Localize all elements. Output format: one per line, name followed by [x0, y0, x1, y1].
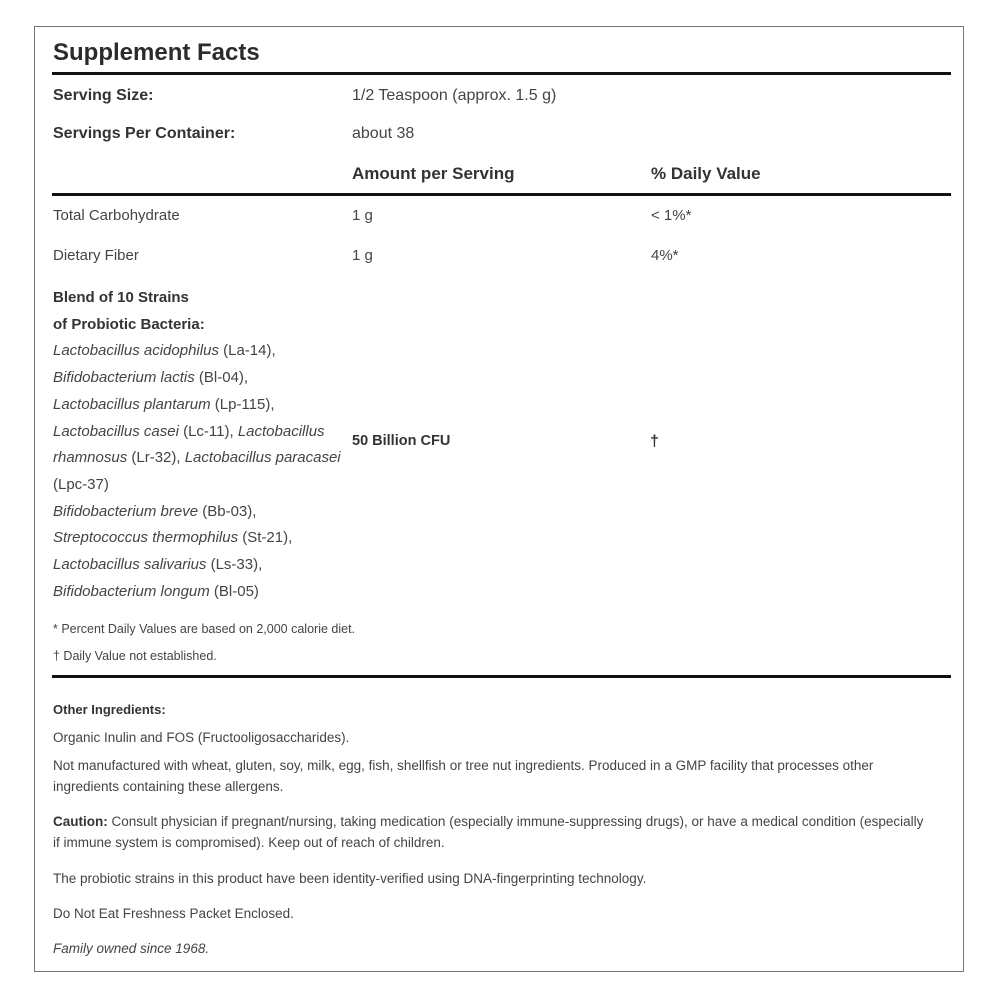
caution-statement [53, 811, 933, 853]
strain-name: Lactobacillus plantarum [53, 395, 211, 413]
serving-size-label: Serving Size: [53, 87, 154, 104]
strain-code: (Bl-05) [209, 582, 259, 600]
footnote-percent-dv: * Percent Daily Values are based on 2,000 calorie diet. [53, 622, 356, 636]
probiotic-blend-list [53, 285, 341, 605]
strain-name: Bifidobacterium breve [53, 502, 199, 520]
family-owned-statement: Family owned since 1968. [53, 941, 210, 956]
strain-code: (St-21), [238, 529, 293, 547]
strain-name: Lactobacillus casei [53, 422, 179, 440]
strain-line [53, 445, 341, 472]
strain-name: Lactobacillus paracasei [184, 449, 341, 467]
strain-line [53, 579, 341, 606]
strain-line [53, 552, 341, 579]
nutrient-dv: < 1%* [651, 207, 692, 224]
nutrient-name: Dietary Fiber [53, 247, 139, 264]
allergen-statement: Not manufactured with wheat, gluten, soy, milk, egg, fish, shellfish or tree nut ingredients. Produced in a GMP facility that processes other ingredients containing these allergens. [53, 758, 874, 794]
nutrient-amount: 1 g [352, 247, 373, 264]
strain-name: Bifidobacterium lactis [53, 369, 195, 387]
blend-amount: 50 Billion CFU [352, 433, 451, 449]
strain-name: Lactobacillus salivarius [53, 556, 207, 574]
strain-code: (Bb-03), [198, 502, 257, 520]
strain-line [53, 472, 341, 499]
header-divider [52, 193, 951, 196]
strain-name: Lactobacillus acidophilus [53, 342, 219, 360]
panel-title: Supplement Facts [53, 39, 260, 66]
strain-code: (Bl-04), [194, 369, 249, 387]
strain-code: (Lr-32), [127, 449, 185, 467]
servings-per-container-label: Servings Per Container: [53, 125, 236, 142]
daily-value-header: % Daily Value [651, 164, 761, 183]
serving-size-value: 1/2 Teaspoon (approx. 1.5 g) [352, 87, 557, 104]
strain-code: (Lc-11), [178, 422, 238, 440]
strain-code: (Lp-115), [210, 395, 275, 413]
strain-code: (La-14), [218, 342, 276, 360]
strain-line [53, 525, 341, 552]
blend-dv-dagger: † [650, 433, 659, 450]
other-ingredients-heading: Other Ingredients: [53, 702, 166, 717]
caution-text: Consult physician if pregnant/nursing, taking medication (especially immune-suppressing drugs), or have a medical condition (especially if immune system is compromised). Keep out of reach of children. [53, 814, 924, 850]
strain-line [53, 499, 341, 526]
amount-per-serving-header: Amount per Serving [352, 164, 515, 183]
strain-code: (Lpc-37) [53, 475, 109, 493]
caution-label: Caution: [53, 814, 108, 829]
nutrient-name: Total Carbohydrate [53, 207, 180, 224]
dna-statement: The probiotic strains in this product have been identity-verified using DNA-fingerprinting technology. [53, 871, 647, 886]
strain-line [53, 419, 341, 446]
footer-divider [52, 675, 951, 678]
freshness-packet-statement: Do Not Eat Freshness Packet Enclosed. [53, 906, 294, 921]
nutrient-amount: 1 g [352, 207, 373, 224]
strain-name: Lactobacillus [237, 422, 325, 440]
supplement-facts-panel [34, 26, 964, 972]
other-ingredients-text: Organic Inulin and FOS (Fructooligosaccharides). [53, 730, 350, 745]
blend-title: Blend of 10 Strains [53, 289, 189, 306]
strain-name: Streptococcus thermophilus [53, 529, 239, 547]
strain-line [53, 392, 341, 419]
nutrient-dv: 4%* [651, 247, 679, 264]
strain-name: Bifidobacterium longum [53, 582, 210, 600]
servings-per-container-value: about 38 [352, 125, 415, 142]
footnote-not-established: † Daily Value not established. [53, 649, 217, 663]
strain-name: rhamnosus [53, 449, 128, 467]
blend-title: of Probiotic Bacteria: [53, 315, 205, 333]
title-divider [52, 72, 951, 75]
strain-code: (Ls-33), [206, 556, 263, 574]
strain-line [53, 338, 341, 365]
strain-line [53, 365, 341, 392]
